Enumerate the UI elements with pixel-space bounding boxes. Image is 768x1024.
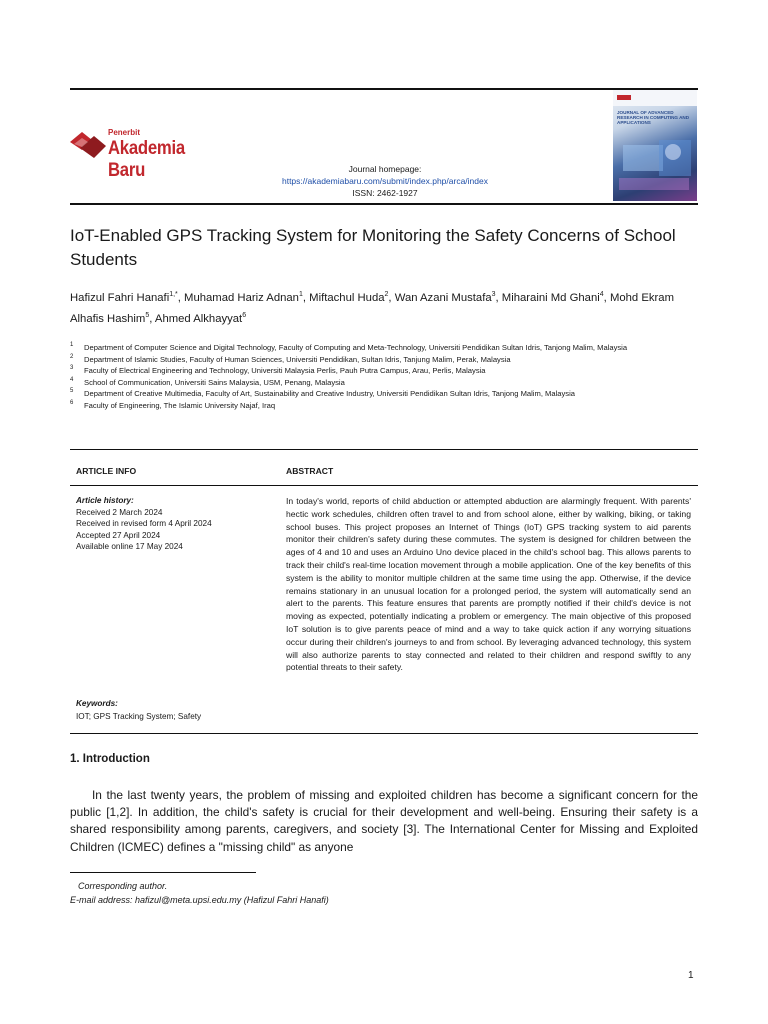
publisher-small-label: Penerbit [108, 128, 141, 137]
author-name: Hafizul Fahri Hanafi [70, 291, 170, 304]
homepage-link[interactable]: https://akademiabaru.com/submit/index.php/arca/index [281, 176, 488, 186]
homepage-label: Journal homepage: [348, 164, 422, 174]
history-revised: Received in revised form 4 April 2024 [76, 519, 212, 529]
keywords-block [76, 698, 276, 723]
header-bottom-rule [70, 203, 698, 205]
keywords-heading: Keywords: [76, 699, 118, 708]
author-name: Miftachul Huda [309, 291, 385, 304]
author-affil-mark: 4 [599, 291, 604, 298]
author-affil-mark: 6 [242, 311, 247, 319]
affiliation-list [70, 342, 700, 412]
cover-title: JOURNAL OF ADVANCED RESEARCH IN COMPUTING AND APPLICATIONS [617, 110, 690, 126]
author-name: Miharaini Md Ghani [501, 291, 600, 304]
article-info-heading: ARTICLE INFO [76, 466, 137, 476]
author-affil-mark: 5 [145, 311, 150, 319]
intro-paragraph: In the last twenty years, the problem of missing and exploited children has become a significant concern for the public [1,2]. In addition, the child's safety is crucial for their development and well-being. Ensuring their safety is a shared responsibility among parents, caregivers, and society [3]. The International Center for Missing and Exploited Children (ICMEC) defines a "missing child" as anyone [70, 788, 698, 854]
footnote [70, 879, 329, 907]
affiliation-text: Department of Creative Multimedia, Faculty of Art, Sustainability and Creative Industry, Universiti Pendidikan Sultan Idris, Tanjong Malim, Malaysia [84, 389, 575, 399]
logo-mark-icon [68, 128, 108, 162]
author-affil-mark: 1,* [169, 291, 178, 298]
affiliation-item [70, 365, 700, 377]
affiliation-text: Department of Islamic Studies, Faculty of Human Sciences, Universiti Pendidikan, Sultan Idris, Tanjung Malim, Perak, Malaysia [84, 354, 511, 364]
page-number: 1 [688, 970, 694, 981]
keywords-text: IOT; GPS Tracking System; Safety [76, 711, 202, 721]
author-name: Wan Azani Mustafa [394, 291, 492, 304]
publisher-logo [68, 128, 228, 181]
affiliation-number: 4 [70, 376, 74, 383]
affiliation-text: Faculty of Electrical Engineering and Technology, Universiti Malaysia Perlis, Pauh Putra Campus, Arau, Perlis, Malaysia [84, 366, 486, 376]
affiliation-item [70, 354, 700, 366]
affiliation-number: 6 [70, 399, 74, 406]
paper-title: IoT-Enabled GPS Tracking System for Monitoring the Safety Concerns of School Students [70, 226, 676, 269]
abstract-heading: ABSTRACT [286, 466, 334, 476]
affiliation-text: Department of Computer Science and Digital Technology, Faculty of Computing and Meta-Technology, Universiti Pendidikan Sultan Idris, Tanjong Malim, Malaysia [84, 343, 628, 352]
history-received: Received 2 March 2024 [76, 507, 163, 517]
author-name: Ahmed Alkhayyat [154, 312, 243, 325]
cover-artwork-icon [613, 90, 697, 201]
section-heading-introduction: 1. Introduction [70, 753, 150, 765]
info-top-rule [70, 449, 698, 450]
history-online: Available online 17 May 2024 [76, 542, 183, 552]
publisher-name: Akademia Baru [108, 138, 185, 181]
article-history [76, 495, 266, 553]
affiliation-item [70, 377, 700, 389]
affiliation-text: School of Communication, Universiti Sains Malaysia, USM, Penang, Malaysia [84, 377, 345, 387]
journal-cover-image [613, 90, 697, 201]
author-affil-mark: 3 [491, 291, 496, 298]
affiliation-number: 2 [70, 353, 74, 360]
info-header-rule [70, 485, 698, 486]
author-affil-mark: 1 [298, 291, 303, 298]
author-name: Muhamad Hariz Adnan [184, 291, 299, 304]
affiliation-item [70, 400, 700, 412]
author-name: Mohd Ekram Alhafis Hashim [70, 291, 674, 325]
affiliation-number: 5 [70, 388, 74, 395]
history-accepted: Accepted 27 April 2024 [76, 530, 161, 540]
affiliation-item [70, 388, 700, 400]
author-affil-mark: 2 [384, 291, 389, 298]
journal-homepage-block [250, 163, 520, 199]
history-heading: Article history: [76, 496, 134, 505]
affiliation-item [70, 342, 700, 354]
issn-label: ISSN: 2462-1927 [352, 188, 418, 198]
corresponding-email: E-mail address: hafizul@meta.upsi.edu.my (Hafizul Fahri Hanafi) [70, 895, 329, 905]
corresponding-author-note: Corresponding author. [78, 881, 168, 891]
affiliation-text: Faculty of Engineering, The Islamic University Najaf, Iraq [84, 400, 276, 410]
header-top-rule [70, 88, 698, 90]
abstract-text: In today's world, reports of child abduction or attempted abduction are alarmingly frequent. With parents' hectic work schedules, children often travel to and from school alone, either by walking, biking, or taking school buses. This project proposes an Internet of Things (IoT) GPS tracking system to aid parents monitor their children's safety during these commutes. The system is designed for children between the ages of 4 and 10 and uses an Arduino Uno device placed in the child's school bag. This allows parents to track their child's real-time location movement through a mobile application. One of the key benefits of this system is the ability to monitor multiple children at the same time using the app. Otherwise, if the device remains stationary in an unusual location for a prolonged period, the system will automatically send an alert to the parents. This feature ensures that parents are promptly notified if their child's device is not moving as expected, potentially indicating a problem or emergency. The main objective of this proposed IoT solution is to give parents peace of mind and a way to take quick action if any worrying situations occur during their children's journeys to and from school. By leveraging advanced technology, this system will also authorize parents to stay connected and related to their children and respond swiftly to any potential threats to their safety. [286, 496, 691, 673]
author-list: Hafizul Fahri Hanafi$^{1,*}$, Muhamad Hariz Adnan$^1$, Miftachul Huda$^2$, Wan Azani Mustafa$^3$, Miharaini Md Ghani$^4$, Mohd Ekram Alhafis Hashim$^5$, Ahmed Alkhayyat$^6$ [70, 291, 674, 325]
footnote-rule [70, 872, 256, 873]
affiliation-number: 1 [70, 342, 74, 348]
affiliation-number: 3 [70, 365, 74, 372]
info-bottom-rule [70, 733, 698, 734]
